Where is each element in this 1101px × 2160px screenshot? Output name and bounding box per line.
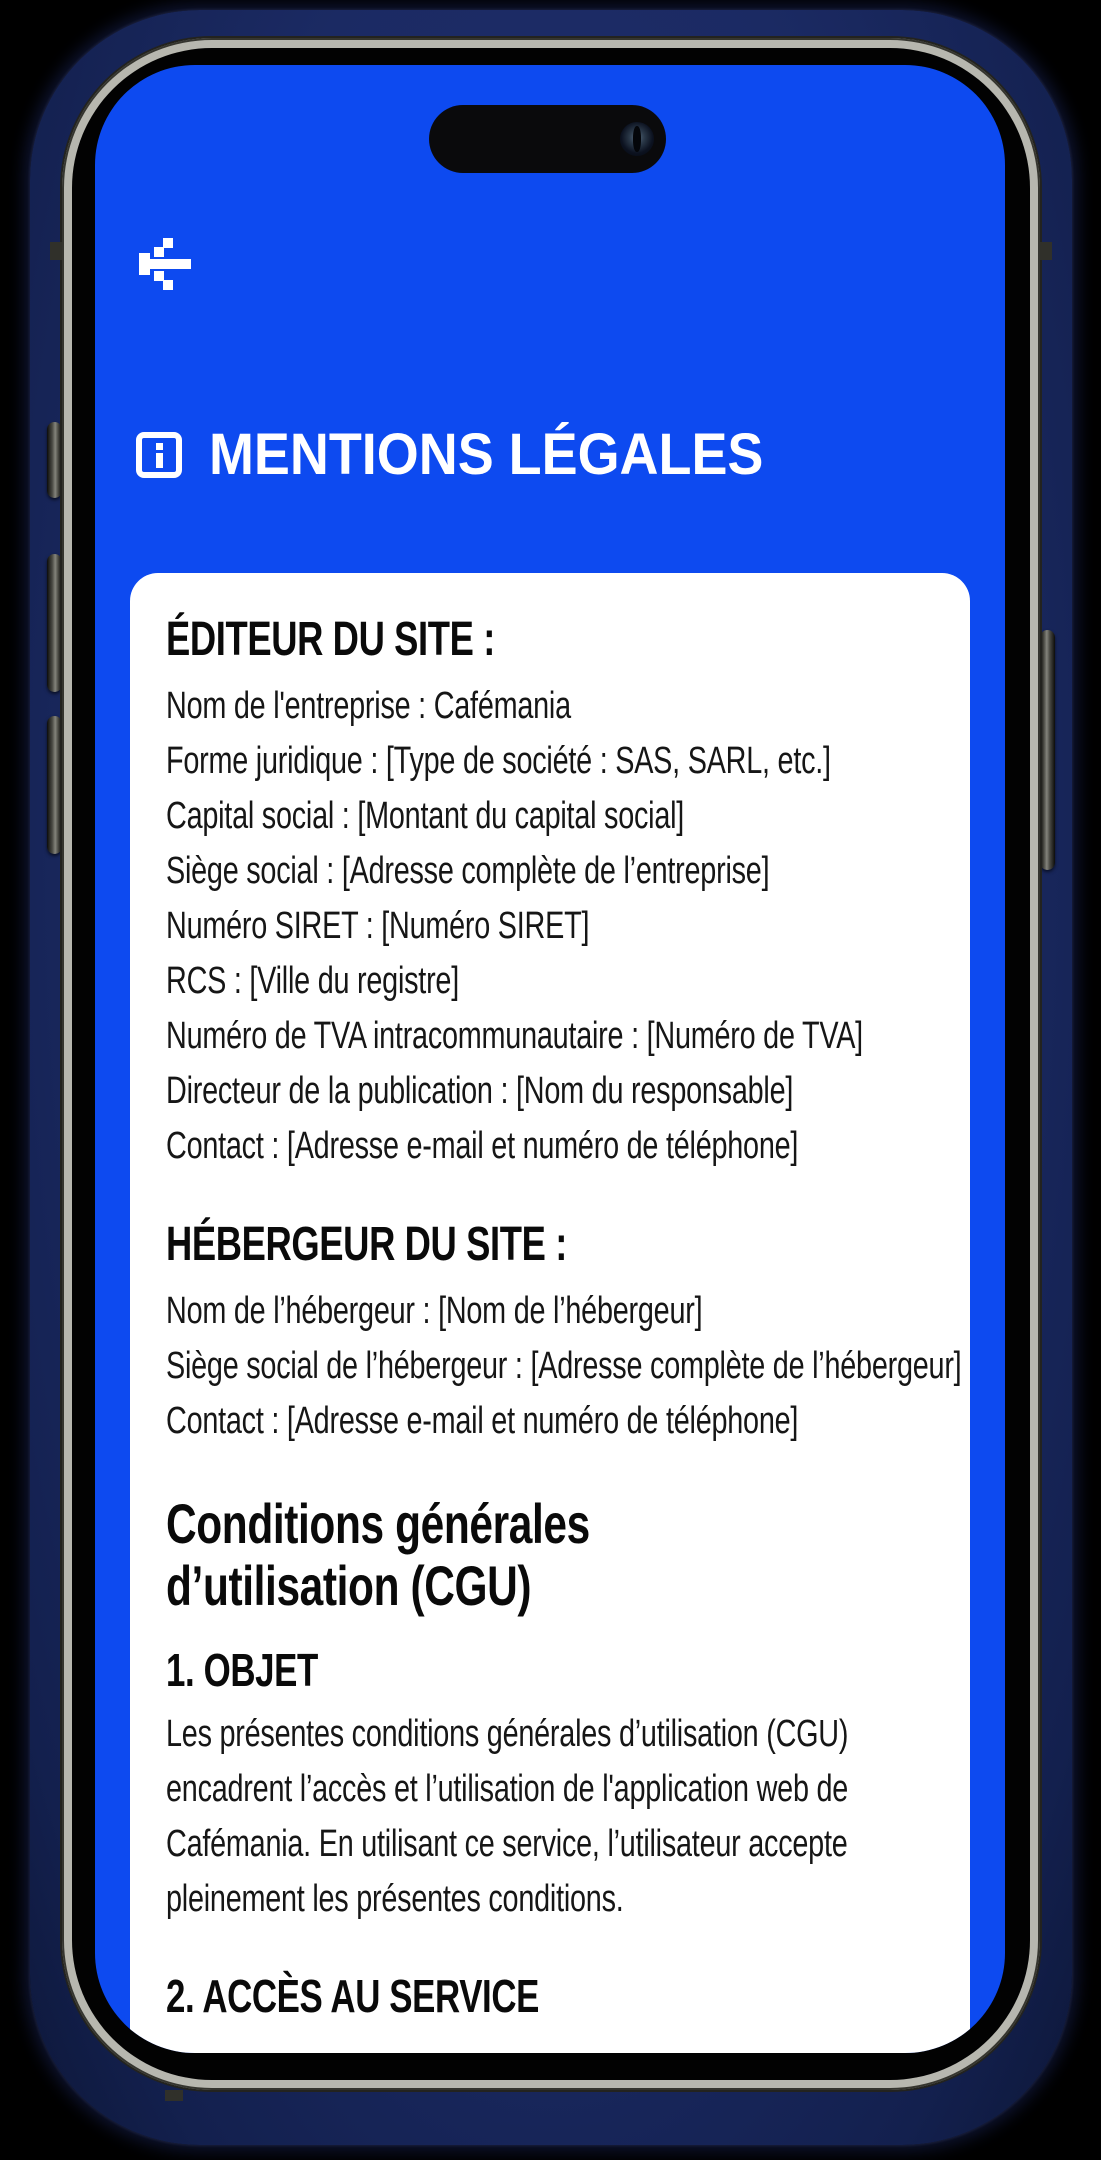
volume-down-button — [47, 716, 62, 854]
legal-copy — [166, 613, 970, 2021]
editor-line: RCS : [Ville du registre] — [166, 960, 459, 1002]
page-title: MENTIONS LÉGALES — [209, 422, 764, 487]
metal-frame — [62, 38, 1040, 2090]
phone-case — [30, 10, 1072, 2145]
content-card — [130, 573, 970, 2053]
dynamic-island — [429, 105, 666, 173]
editor-section-heading: ÉDITEUR DU SITE : — [166, 613, 495, 666]
host-line: Siège social de l’hébergeur : [Adresse complète de l’hébergeur] — [166, 1345, 962, 1387]
editor-line: Siège social : [Adresse complète de l’entreprise] — [166, 850, 770, 892]
front-camera — [620, 122, 654, 156]
cgu-title-line: Conditions générales — [166, 1492, 590, 1555]
volume-up-button — [47, 554, 62, 692]
editor-line: Forme juridique : [Type de société : SAS, SARL, etc.] — [166, 740, 831, 782]
page-header — [135, 421, 805, 488]
cgu-title — [166, 1493, 970, 1617]
antenna-line-left — [50, 242, 62, 260]
info-icon — [135, 431, 183, 479]
editor-line: Nom de l'entreprise : Cafémania — [166, 685, 571, 727]
antenna-line-bottom — [165, 2090, 183, 2101]
back-arrow-icon — [133, 231, 197, 295]
host-line: Contact : [Adresse e-mail et numéro de téléphone] — [166, 1400, 799, 1442]
cgu-title-line: d’utilisation (CGU) — [166, 1554, 532, 1617]
host-line: Nom de l’hébergeur : [Nom de l’hébergeur] — [166, 1290, 703, 1332]
editor-line: Numéro SIRET : [Numéro SIRET] — [166, 905, 590, 947]
editor-line: Capital social : [Montant du capital social] — [166, 795, 685, 837]
antenna-line-right — [1040, 242, 1052, 260]
host-section-heading: HÉBERGEUR DU SITE : — [166, 1218, 567, 1271]
back-button[interactable] — [133, 231, 197, 295]
cgu-section-body: Les présentes conditions générales d’utilisation (CGU) encadrent l’accès et l’utilisation de l'application web de Cafémania. En utilisant ce service, l’utilisateur accepte pleinement les présentes conditions. — [166, 1713, 849, 1920]
power-button — [1040, 630, 1055, 870]
screen-bezel — [72, 48, 1030, 2080]
editor-line: Contact : [Adresse e-mail et numéro de téléphone] — [166, 1125, 799, 1167]
editor-line: Directeur de la publication : [Nom du responsable] — [166, 1070, 794, 1112]
cgu-section-heading: 1. OBJET — [166, 1644, 318, 1696]
cgu-section-heading: 2. ACCÈS AU SERVICE — [166, 1970, 540, 2022]
screen — [95, 65, 1005, 2053]
editor-line: Numéro de TVA intracommunautaire : [Numéro de TVA] — [166, 1015, 863, 1057]
mute-switch — [47, 422, 62, 498]
